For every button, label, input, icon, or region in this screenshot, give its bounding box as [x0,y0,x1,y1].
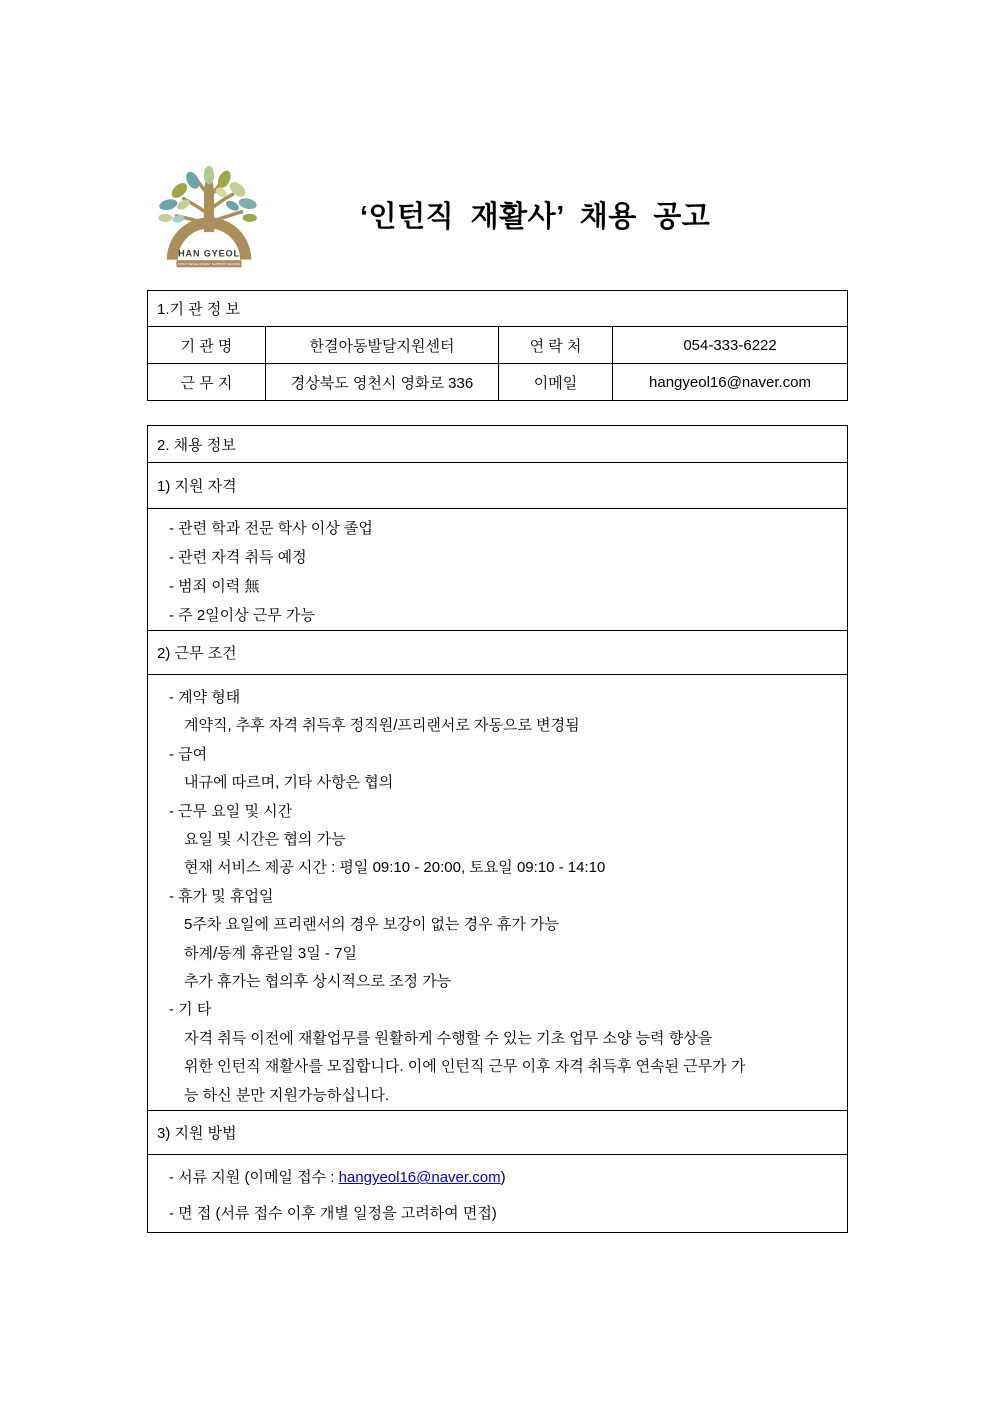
logo-subtitle: CHILD DEVELOPMENT SUPPORT CENTER [178,262,240,267]
org-name-label: 기 관 명 [148,327,266,364]
content-line: 하계/동계 휴관일 3일 - 7일 [184,944,357,962]
content-line: 계약직, 추후 자격 취득후 정직원/프리랜서로 자동으로 변경됨 [184,717,580,735]
content-line: - 계약 형태 [169,689,241,706]
table-row [148,327,848,364]
apply-line1-prefix: - 서류 지원 (이메일 접수 : [169,1169,339,1187]
section-heading-work-conditions: 2) 근무 조건 [148,631,848,675]
content-line: 자격 취득 이전에 재활업무를 원활하게 수행할 수 있는 기초 업무 소양 능력 향상을 [184,1029,713,1047]
email-link[interactable]: hangyeol16@naver.com [338,1169,501,1187]
org-name-value: 한결아동발달지원센터 [266,327,499,364]
content-line: 5주차 요일에 프리랜서의 경우 보강이 없는 경우 휴가 가능 [184,916,559,934]
recruit-info-table [147,425,848,1233]
section-content-row [148,1155,848,1233]
workplace-label: 근 무 지 [148,364,266,401]
section-heading-row [148,631,848,675]
email-label: 이메일 [499,364,613,401]
section-content-row [148,675,848,1111]
content-line: - 관련 자격 취득 예정 [169,549,307,566]
recruit-table-title-row [148,426,848,463]
section-heading-row [148,463,848,509]
org-info-table [147,290,848,401]
content-line: - 주 2일이상 근무 가능 [169,607,315,624]
contact-label: 연 락 처 [499,327,613,364]
apply-line1-suffix: ) [500,1169,506,1187]
section-heading-apply-method: 3) 지원 방법 [148,1111,848,1155]
email-value: hangyeol16@naver.com [613,364,848,401]
page-title: ‘인턴직 재활사’ 채용 공고 [360,201,711,233]
content-line: 능 하신 분만 지원가능하십니다. [184,1086,390,1104]
apply-line-interview: - 면 접 (서류 접수 이후 개별 일정을 고려하여 면접) [169,1205,497,1223]
apply-line-documents [169,1160,833,1196]
section-heading-row [148,1111,848,1155]
org-table-title: 1.기 관 정 보 [148,291,848,327]
qualifications-content [148,509,848,631]
logo-wordmark: HAN GYEOL [178,248,240,259]
content-line: 현재 서비스 제공 시간 : 평일 09:10 - 20:00, 토요일 09:10 - 14:10 [184,859,606,877]
hangyeol-logo [151,165,267,279]
recruit-table-title: 2. 채용 정보 [148,426,848,463]
content-line: - 범죄 이력 無 [169,578,260,595]
content-line: - 관련 학과 전문 학사 이상 졸업 [169,520,373,537]
table-row [148,364,848,401]
content-line: 추가 휴가는 협의후 상시적으로 조정 가능 [184,973,452,991]
section-heading-qualifications: 1) 지원 자격 [148,463,848,509]
content-line: - 근무 요일 및 시간 [169,802,293,820]
content-line: 내규에 따르며, 기타 사항은 협의 [184,774,394,792]
contact-value: 054-333-6222 [613,327,848,364]
org-table-title-row [148,291,848,327]
section-content-row [148,509,848,631]
apply-method-content [148,1155,848,1233]
content-line: 요일 및 시간은 협의 가능 [184,831,346,849]
workplace-value: 경상북도 영천시 영화로 336 [266,364,499,401]
content-line: - 급여 [169,745,208,763]
content-line: - 휴가 및 휴업일 [169,887,274,905]
tree-icon [151,165,267,279]
content-line: 위한 인턴직 재활사를 모집합니다. 이에 인턴직 근무 이후 자격 취득후 연속된 근무가 가 [184,1058,746,1076]
content-line: - 기 타 [169,1001,212,1019]
work-conditions-content [148,675,848,1111]
